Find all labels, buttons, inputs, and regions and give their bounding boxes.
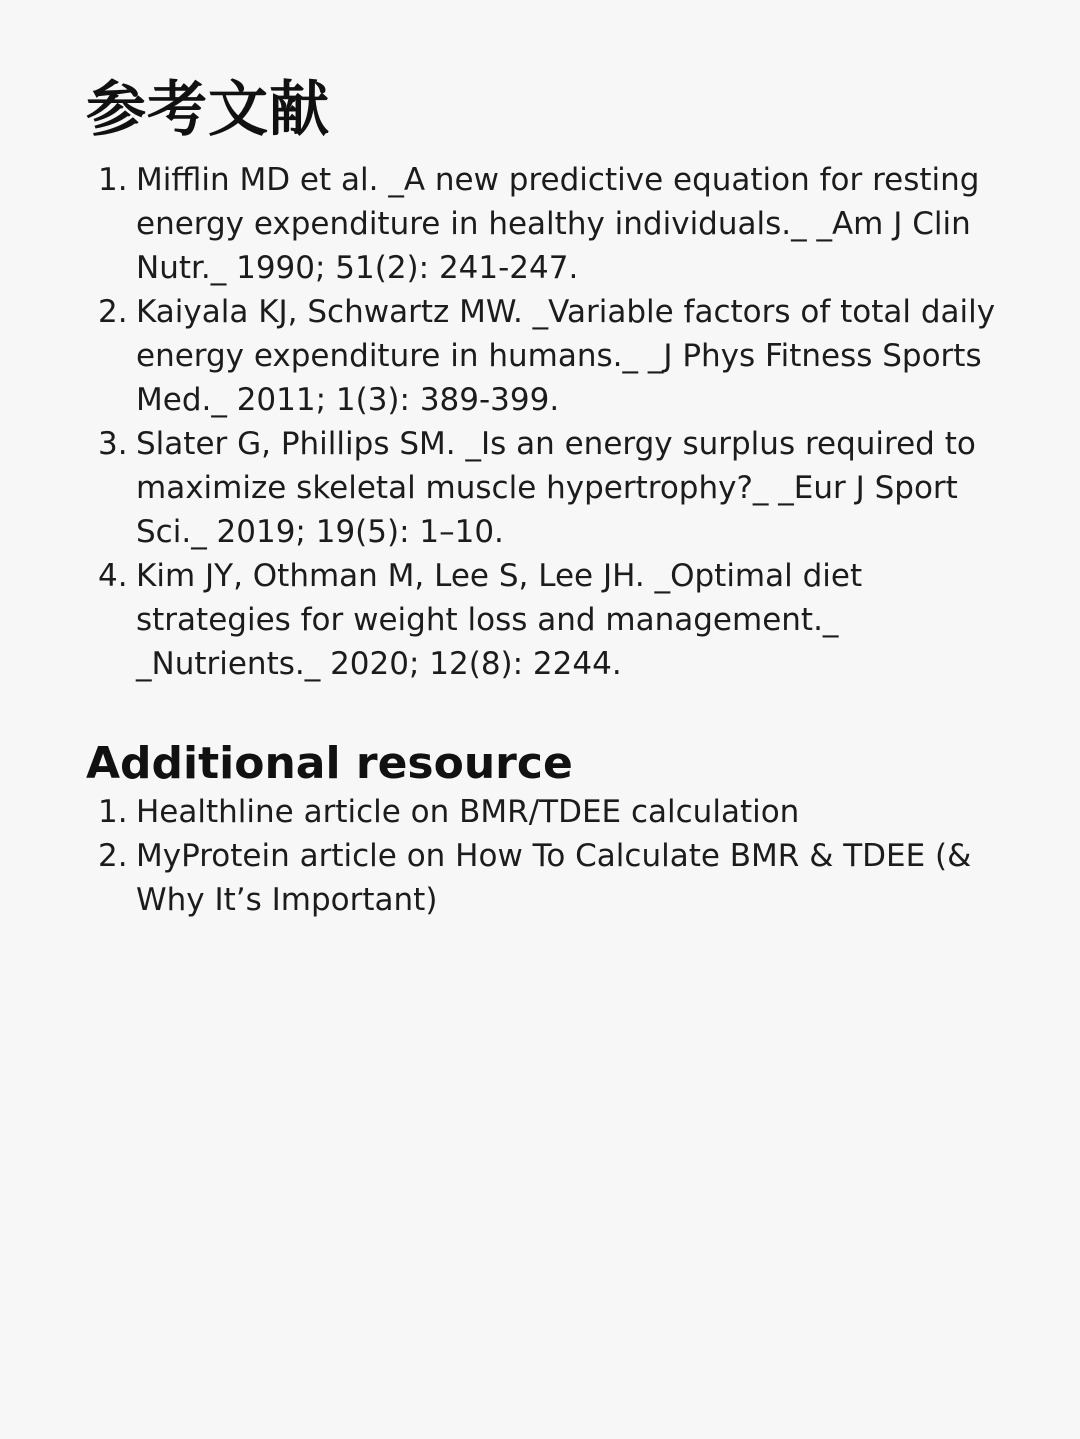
resource-text: MyProtein article on How To Calculate BMR & TDEE (& Why It’s Important): [136, 838, 972, 918]
list-number: 2.: [98, 838, 128, 874]
reference-item: [86, 290, 996, 422]
reference-item: [86, 554, 996, 686]
reference-text: Mifflin MD et al. _A new predictive equation for resting energy expenditure in healthy individuals._ _Am J Clin Nutr._ 1990; 51(2): 241-247.: [136, 162, 980, 286]
list-number: 1.: [98, 162, 128, 198]
document-content: [86, 70, 996, 922]
reference-text: Slater G, Phillips SM. _Is an energy surplus required to maximize skeletal muscle hypertrophy?_ _Eur J Sport Sci._ 2019; 19(5): 1–10.: [136, 426, 976, 550]
list-number: 4.: [98, 558, 128, 594]
resource-text: Healthline article on BMR/TDEE calculation: [136, 794, 800, 830]
additional-resource-heading: Additional resource: [86, 738, 573, 789]
references-list: [86, 158, 996, 686]
reference-item: [86, 158, 996, 290]
list-number: 1.: [98, 794, 128, 830]
resource-item: [86, 790, 996, 834]
list-number: 3.: [98, 426, 128, 462]
resource-item: [86, 834, 996, 922]
reference-text: Kaiyala KJ, Schwartz MW. _Variable factors of total daily energy expenditure in humans._ _J Phys Fitness Sports Med._ 2011; 1(3): 389-399.: [136, 294, 996, 418]
additional-resource-list: [86, 790, 996, 922]
reference-item: [86, 422, 996, 554]
reference-text: Kim JY, Othman M, Lee S, Lee JH. _Optimal diet strategies for weight loss and management._ _Nutrients._ 2020; 12(8): 2244.: [136, 558, 863, 682]
list-number: 2.: [98, 294, 128, 330]
references-heading: 参考文献: [86, 75, 330, 145]
